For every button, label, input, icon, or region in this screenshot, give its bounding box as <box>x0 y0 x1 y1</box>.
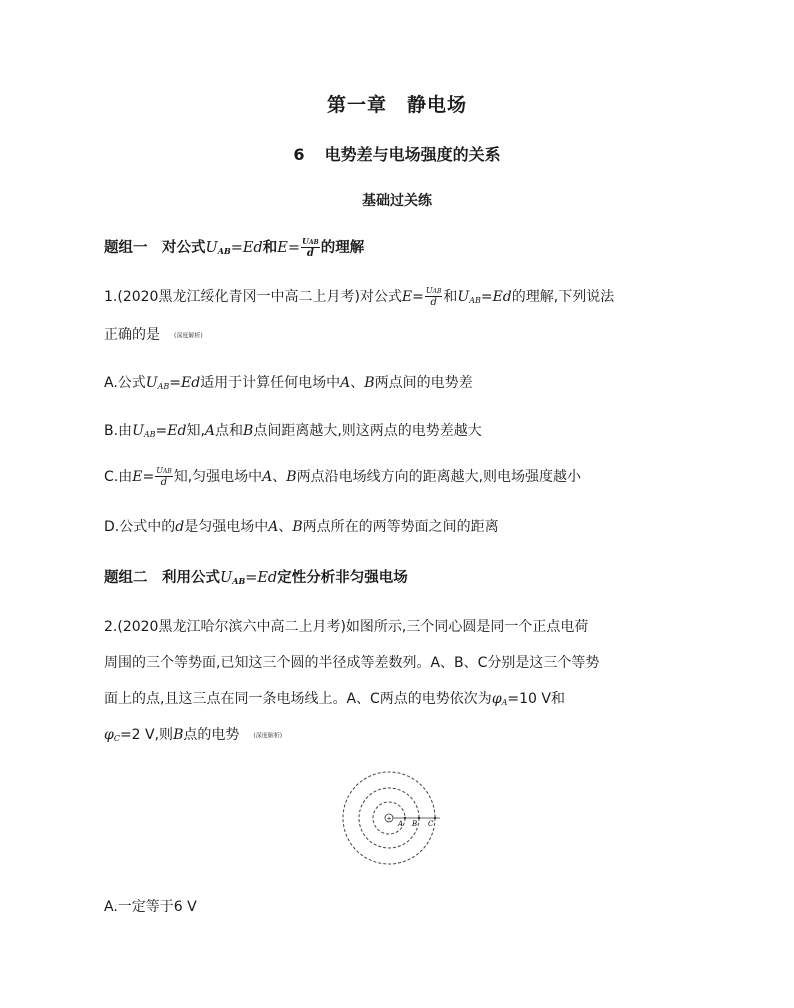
q1-c-fraction <box>155 467 173 488</box>
group2-heading <box>104 566 408 587</box>
q1-c-mid: 知,匀强电场中 <box>173 469 263 485</box>
q1-b-pre: B.由 <box>104 423 133 439</box>
q1-c-A: A <box>262 469 273 485</box>
q1-a-A: A <box>340 375 351 391</box>
q1-frac-num: U <box>425 285 433 295</box>
lesson-number: 6 <box>293 145 305 164</box>
q1-u: U <box>457 289 470 305</box>
q1-d-mid: 是匀强电场中 <box>184 519 269 535</box>
fraction-uab-d <box>301 237 320 259</box>
formula-ed: =Ed <box>230 240 263 256</box>
point-a-dot <box>404 817 406 819</box>
q1-b-B: B <box>243 423 254 439</box>
frac-num-sub: AB <box>308 239 319 246</box>
q1-b-mid2: 点和 <box>215 423 244 439</box>
formula-sub-ab: AB <box>217 246 231 256</box>
q2-phi-a-sub: A <box>501 698 508 707</box>
q2-line2: 周围的三个等势面,已知这三个圆的半径成等差数列。A、B、C分别是这三个等势 <box>104 655 600 671</box>
q1-d-var: d <box>175 519 185 535</box>
q2-line1: 2.(2020黑龙江哈尔滨六中高二上月考)如图所示,三个同心圆是同一个正点电荷 <box>104 619 589 635</box>
q1-c-e: E <box>132 469 143 485</box>
q1-a-pre: A.公式 <box>104 375 146 391</box>
label-b: B <box>412 820 418 828</box>
q1-c-frac-num: U <box>156 465 163 475</box>
q1-b-A: A <box>204 423 216 439</box>
group1-suffix: 的理解 <box>320 240 365 256</box>
q1-fraction <box>425 287 443 308</box>
point-b-dot <box>418 817 420 819</box>
q1-d-end: 两点所在的两等势面之间的距离 <box>302 519 499 535</box>
label-c: C <box>428 820 434 828</box>
q2-val-c: =2 V,则 <box>119 727 174 743</box>
q2-option-a[interactable]: A.一定等于6 V <box>104 899 197 915</box>
q1-c-frac-den: d <box>160 476 168 488</box>
group1-heading <box>104 236 364 259</box>
lesson-title-text: 电势差与电场强度的关系 <box>324 145 501 164</box>
group2-suffix: 定性分析非匀强电场 <box>277 570 408 586</box>
group2-u: U <box>220 570 233 586</box>
q1-b-end: 点间距离越大,则这两点的电势差越大 <box>253 423 482 439</box>
q1-stem-a: 1.(2020黑龙江绥化青冈一中高二上月考)对公式 <box>104 289 402 305</box>
q1-frac-den: d <box>430 296 437 308</box>
formula-u: U <box>205 240 218 256</box>
formula-e: E <box>277 240 288 256</box>
point-c-dot <box>434 817 436 819</box>
q1-c-end: 两点沿电场线方向的距离越大,则电场强度越小 <box>296 469 582 485</box>
q1-d-sep: 、 <box>278 519 293 535</box>
q1-b-u: U <box>132 423 144 439</box>
frac-den: d <box>306 248 314 259</box>
q1-u-sub: AB <box>469 296 481 305</box>
group2-ed: =Ed <box>245 570 278 586</box>
q1-ed: =Ed <box>480 289 512 305</box>
group2-prefix: 题组二 利用公式 <box>104 570 220 586</box>
q1-a-u-sub: AB <box>157 382 170 391</box>
q1-c-eq: = <box>142 469 155 485</box>
frac-num: U <box>301 236 309 246</box>
q1-a-B: B <box>364 375 375 391</box>
q2-val-a: =10 V和 <box>507 691 565 707</box>
q1-tag: (深度解析) <box>174 332 203 340</box>
q2-phi-c: φ <box>104 727 114 743</box>
q2-phi-a: φ <box>491 691 502 707</box>
q1-c-sep: 、 <box>272 469 287 485</box>
q1-stem-line1 <box>104 286 614 308</box>
q1-a-post: 适用于计算任何电场中 <box>200 375 341 391</box>
q1-b-ed: =Ed <box>155 423 187 439</box>
q1-c-B: B <box>286 469 297 485</box>
q1-option-b[interactable] <box>104 420 482 440</box>
q1-a-u: U <box>145 375 158 391</box>
q1-a-end: 两点间的电势差 <box>374 375 473 391</box>
q1-stem-line2 <box>104 324 203 344</box>
q1-c-frac-num-sub: AB <box>162 467 172 475</box>
formula-eq: = <box>287 240 300 256</box>
q1-stem-b: 和 <box>443 289 458 305</box>
q1-e: E <box>401 289 413 305</box>
q2-B: B <box>173 727 184 743</box>
q2-tag: (深度解析) <box>253 732 283 740</box>
q1-b-mid: 知, <box>186 423 205 439</box>
charge-sign: + <box>386 815 392 823</box>
group2-u-sub: AB <box>232 576 246 586</box>
q1-stem-c: 的理解,下列说法 <box>511 289 615 305</box>
group1-prefix: 题组一 对公式 <box>104 240 206 256</box>
q1-option-a[interactable] <box>104 372 473 392</box>
q1-b-u-sub: AB <box>143 430 156 439</box>
q1-c-pre: C.由 <box>104 469 133 485</box>
lesson-title <box>0 142 794 165</box>
chapter-title: 第一章 静电场 <box>326 94 467 116</box>
section-title: 基础过关练 <box>362 193 432 209</box>
q2-line4-end: 点的电势 <box>183 727 240 743</box>
q2-line3 <box>104 688 565 708</box>
q1-a-sep: 、 <box>350 375 365 391</box>
q1-a-ed: =Ed <box>169 375 201 391</box>
q1-d-pre: D.公式中的 <box>104 519 176 535</box>
q1-d-B: B <box>292 519 303 535</box>
q1-eq: = <box>412 289 424 305</box>
q1-d-A: A <box>268 519 279 535</box>
label-a: A <box>398 820 404 828</box>
concentric-circles-figure <box>340 770 440 870</box>
group1-and: 和 <box>262 240 278 256</box>
q2-phi-c-sub: C <box>113 734 120 743</box>
q1-option-c[interactable] <box>104 466 581 488</box>
q1-frac-num-sub: AB <box>432 287 442 295</box>
q2-line4 <box>104 724 282 744</box>
q1-stem-line2-text: 正确的是 <box>104 327 174 343</box>
q1-option-d[interactable] <box>104 516 499 536</box>
q2-line3-text: 面上的点,且这三点在同一条电场线上。A、C两点的电势依次为 <box>104 691 492 707</box>
